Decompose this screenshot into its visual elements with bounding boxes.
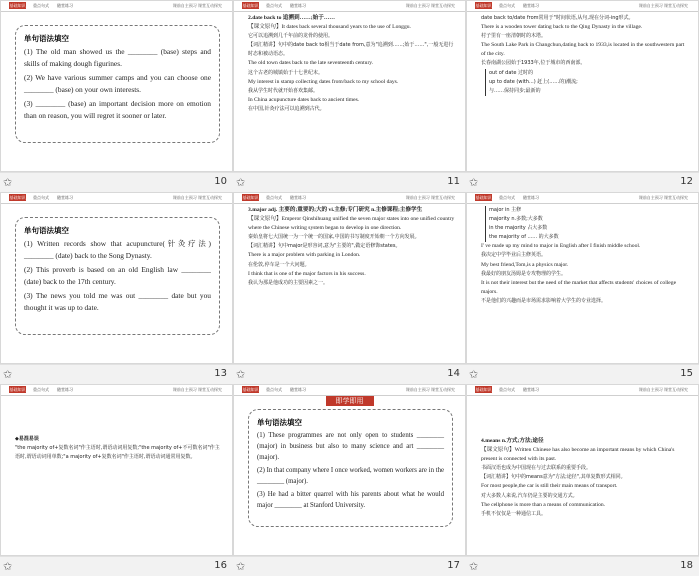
slide-header-bar [467,193,698,204]
text-line: date back to/date from常用于"时间状语,从句,现在分词-ing形式。 [481,15,634,21]
text-line: For most people,the car is still their main means of transport. [481,483,618,490]
slide-text [481,206,689,306]
text-line: I' ve made up my mind to major in English after I finish middle school. [481,243,641,250]
text-line: 这个古老的城镇始于十七世纪末。 [248,69,324,76]
header-right-text: 课前自主预习 课堂互动探究 [638,3,688,8]
slide-footer [233,556,466,576]
header-right-text: 课前自主预习 课堂互动探究 [172,195,222,200]
text-line: 我决定中学毕业后主修英语。 [481,252,547,259]
text-line: 【词汇精讲】句中的means意为"方法;途径",其单复数形式相同。 [481,474,626,481]
exercise-item: (3) He had a bitter quarrel with his parents about what he would major ________ at Stanford University. [257,491,444,509]
slide-text [248,14,456,114]
exercise-item: (1) The old man showed us the ________ (base) steps and skills of making dough figurines. [24,47,211,68]
section-tag: 基础知识 [9,387,26,392]
text-line: 【课文原句】Written Chinese has also become an important means by which China's present is connected with its past. [481,447,675,463]
slide-text [248,206,456,288]
tab-key-sentences: 重点句式 [266,3,282,8]
tab-key-sentences: 重点句式 [266,387,282,392]
slide-footer [0,364,233,384]
slide-canvas [0,192,233,364]
page-number: 12 [680,176,693,187]
slide-thumbnail-16[interactable] [0,384,233,576]
slide-canvas [233,384,466,556]
slide-canvas [233,192,466,364]
slide-thumbnail-18[interactable] [466,384,699,576]
tab-key-sentences: 重点句式 [499,195,515,200]
text-line: There is a major problem with parking in London. [248,252,361,259]
text-line: 【课文原句】Emperor Qinshihuang unified the seven major states into one unified country where the Chinese writing system began to develop in one direction. [248,216,455,232]
slide-header-bar [234,1,465,12]
phrase-brace-group [485,69,689,96]
header-right-text: 课前自主预习 课堂互动探究 [405,195,455,200]
slide-header-bar [1,1,232,12]
slide-footer [0,172,233,192]
text-line: 长春南湖公园始于1933年,位于城市的西南部。 [481,60,586,67]
star-icon[interactable]: ✩ [3,176,13,189]
tab-practice: 随堂练习 [290,3,306,8]
section-tag: 基础知识 [475,387,492,392]
page-number: 10 [214,176,227,187]
star-icon[interactable]: ✩ [236,176,246,189]
text-line: 在伦敦,停车是一个大问题。 [248,261,310,268]
star-icon[interactable]: ✩ [236,368,246,381]
note-heading: ◆易混易误 [15,436,39,442]
slide-canvas [466,0,699,172]
star-icon[interactable]: ✩ [469,176,479,189]
text-line: 它可以追溯到几千年前的龙骨的使用。 [248,33,334,40]
slide-canvas [466,384,699,556]
star-icon[interactable]: ✩ [3,560,13,573]
slide-header-bar [234,385,465,396]
tab-key-sentences: 重点句式 [266,195,282,200]
text-line: 手机不仅仅是一种通信工具。 [481,510,547,517]
vocab-heading: 3.major adj. 主要的;重要的;大的 vi.主修;专门研究 n.主修课程;主修学生 [248,207,423,213]
tab-key-sentences: 重点句式 [33,3,49,8]
slide-footer [466,172,699,192]
slide-header-bar [1,193,232,204]
phrase-item: majority n.多数;大多数 [489,216,543,223]
exercise-item: (2) This proverb is based on an old English law ________ (date) back to the 17th century. [24,265,211,286]
slide-footer [233,172,466,192]
phrase-item: in the majority 占大多数 [489,225,548,232]
slide-thumbnail-12[interactable] [466,0,699,192]
star-icon[interactable]: ✩ [469,368,479,381]
tab-key-sentences: 重点句式 [33,387,49,392]
section-tag: 基础知识 [9,3,26,8]
slide-thumbnail-14[interactable] [233,192,466,384]
slide-footer [0,556,233,576]
exercise-item: (2) We have various summer camps and you can choose one ________ (base) on your own interests. [24,73,211,94]
text-line: There is a wooden tower dating back to the Qing Dynasty in the village. [481,24,643,31]
exercise-item: (2) In that company where I once worked, women workers are in the ________ (major). [257,467,444,485]
header-right-text: 课前自主预习 课堂互动探究 [405,3,455,8]
tab-practice: 随堂练习 [57,195,73,200]
tab-practice: 随堂练习 [290,195,306,200]
text-line: 我从学生时代就开始喜欢集邮。 [248,87,319,94]
practice-banner: 即学即用 [326,396,374,406]
exercise-box [15,25,220,143]
header-right-text: 课前自主预习 课堂互动探究 [172,3,222,8]
text-line: 村子里有一座清朝时的木塔。 [481,33,547,40]
exercise-title: 单句语法填空 [24,34,69,43]
exercise-title: 单句语法填空 [257,418,302,427]
text-line: The old town dates back to the late seventeenth century. [248,60,374,67]
header-right-text: 课前自主预习 课堂互动探究 [172,387,222,392]
slide-header-bar [234,193,465,204]
tab-practice: 随堂练习 [523,195,539,200]
slide-canvas [0,0,233,172]
text-line: 在中国,针灸疗法可以追溯到古代。 [248,105,325,112]
exercise-item: (3) The news you told me was out ________ date but you thought it was up to date. [24,291,211,312]
slide-footer [233,364,466,384]
text-line: I think that is one of the major factors in his success. [248,270,366,277]
slide-footer [466,556,699,576]
tab-practice: 随堂练习 [523,3,539,8]
phrase-brace-group [485,206,689,242]
text-line: 对大多数人来说,汽车仍是主要的交通方式。 [481,492,578,499]
star-icon[interactable]: ✩ [469,560,479,573]
section-tag: 基础知识 [475,3,492,8]
slide-thumbnail-17[interactable] [233,384,466,576]
tab-key-sentences: 重点句式 [499,3,515,8]
tab-practice: 随堂练习 [57,387,73,392]
tab-practice: 随堂练习 [290,387,306,392]
text-line: My best friend,Tom,is a physics major. [481,261,569,268]
text-line: 【词汇精讲】句中major是形容词,意为"主要的",做定语修饰states。 [248,243,401,250]
slide-text [481,437,689,519]
phrase-item: 与……保持同步;最新的 [489,87,541,94]
page-number: 15 [680,368,693,379]
slide-canvas [233,0,466,172]
page-number: 14 [447,368,460,379]
text-line: 我最好的朋友汤姆是专攻物理的学生。 [481,270,567,277]
page-number: 13 [214,368,227,379]
exercise-item: (3) ________ (base) an important decision more on emotion than on reason, you will regret it sooner or later. [24,99,211,120]
page-number: 16 [214,560,227,571]
text-line: 不是他们的兴趣而是市场需求影响着大学生的专业选择。 [481,297,607,304]
slide-header-bar [467,1,698,12]
slide-thumbnail-11[interactable] [233,0,466,192]
page-number: 17 [447,560,460,571]
slide-canvas [0,384,233,556]
section-tag: 基础知识 [9,195,26,200]
exercise-box [15,217,220,335]
section-tag: 基础知识 [242,387,259,392]
tab-key-sentences: 重点句式 [33,195,49,200]
text-line: 书面汉语也成为中国现在与过去联系的重要手段。 [481,465,592,472]
slide-thumbnail-13[interactable] [0,192,233,384]
text-line: 秦始皇将七大国统一为一个统一的国家,中国的书写制度开始朝一个方向发展。 [248,234,420,241]
header-right-text: 课前自主预习 课堂互动探究 [638,195,688,200]
header-right-text: 课前自主预习 课堂互动探究 [405,387,455,392]
text-line: "the majority of+复数名词"作主语时,谓语动词用复数;"the majority of+不可数名词"作主语时,谓语动词用单数;"a majority of+复数名词"作主语时,谓语动词通常用复数。 [15,445,220,461]
text-line: 我认为那是他成功的主要因素之一。 [248,279,329,286]
slide-thumbnail-15[interactable] [466,192,699,384]
tab-practice: 随堂练习 [57,3,73,8]
section-tag: 基础知识 [242,3,259,8]
section-tag: 基础知识 [242,195,259,200]
text-line: My interest in stamp collecting dates from/back to my school days. [248,78,399,85]
phrase-item: up to date (with...) 赶上(……的)潮流; [489,78,578,85]
slide-text [481,14,689,96]
exercise-box [248,409,453,527]
exercise-item: (1) Written records show that acupuncture(针灸疗法) ________ (date) back to the Song Dynasty. [24,239,211,260]
slide-thumbnail-10[interactable] [0,0,233,192]
text-line: It is not their interest but the need of the market that affects students' choices of college majors. [481,279,677,295]
page-number: 18 [680,560,693,571]
exercise-title: 单句语法填空 [24,226,69,235]
slide-header-bar [467,385,698,396]
slide-footer [466,364,699,384]
vocab-heading: 2.date back to 追溯到……;始于…… [248,15,336,21]
phrase-item: major in 主修 [489,207,522,213]
text-line: 【词汇精讲】句中的date back to相当于date from,意为"追溯到……;始于……",一般无进行时态和被动语态。 [248,42,454,58]
text-line: The South Lake Park in Changchun,dating back to 1933,is located in the southwestern part of the city. [481,42,685,58]
text-line: In China acupuncture dates back to ancient times. [248,96,360,103]
text-line: The cellphone is more than a means of communication. [481,501,606,508]
star-icon[interactable]: ✩ [236,560,246,573]
text-line: 【课文原句】It dates back several thousand years to the use of Longgu. [248,24,411,31]
tab-practice: 随堂练习 [523,387,539,392]
exercise-item: (1) These programmes are not only open to students ________ (major) in business but also to many science and art ________ (major). [257,432,444,461]
phrase-item: out of date 过时的 [489,69,534,76]
tab-key-sentences: 重点句式 [499,387,515,392]
phrase-item: the majority of ...... 的大多数 [489,234,559,241]
vocab-heading: 4.means n.方式;方法;途径 [481,438,544,444]
page-number: 11 [447,176,460,187]
section-tag: 基础知识 [475,195,492,200]
header-right-text: 课前自主预习 课堂互动探究 [638,387,688,392]
slide-text [15,435,223,462]
slide-header-bar [1,385,232,396]
slide-canvas [466,192,699,364]
star-icon[interactable]: ✩ [3,368,13,381]
